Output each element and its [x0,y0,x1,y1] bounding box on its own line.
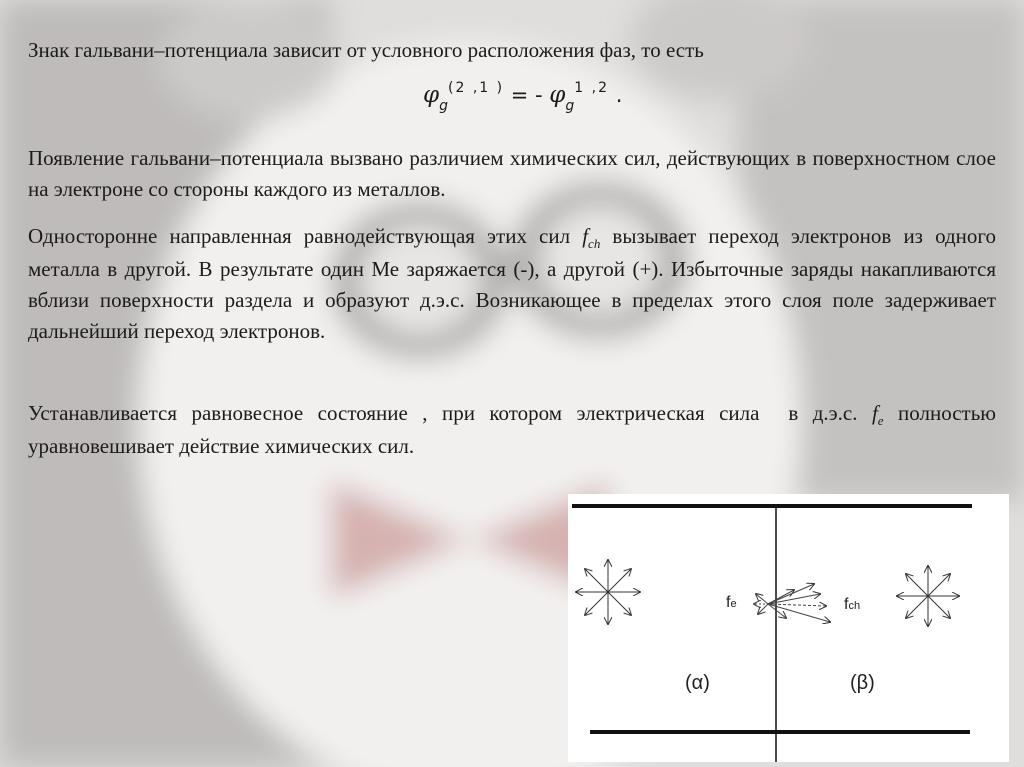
phi-symbol-left: φ [423,82,440,108]
force-ch-label [844,596,860,614]
interface-force-arrows [754,584,830,622]
paragraph-equilibrium-part2: полностью уравновешивает действие химических сил. [28,401,996,458]
force-e-label-f: f [726,594,731,611]
paragraph-phase-dependence: Знак гальвани–потенциала зависит от условного расположения фаз, то есть [28,38,704,62]
paragraph-electron-transfer-part1: Односторонне направленная равнодействующая этих сил [28,224,583,248]
force-e-subscript: e [877,413,884,428]
phi-symbol-right: φ [549,82,566,108]
formula-superscript-right: 1 ,2 [574,80,610,96]
force-ch-subscript: ch [588,236,601,251]
force-ch-label-f: f [844,596,849,613]
paragraph-equilibrium-part1: Устанавливается равновесное состояние , при котором электрическая сила в д.э.с. [28,401,872,425]
formula-superscript-left: (2 ,1 ) [448,80,505,96]
force-ch-symbol: f [582,224,589,248]
force-e-label-sub: e [730,598,737,610]
formula-subscript-right: g [565,98,575,114]
formula-end: . [609,83,623,107]
diagram-drawing [568,494,1009,762]
paragraph-galvani-origin: Появление гальвани–потенциала вызвано различием химических сил, действующих в поверхностном слое на электроне со стороны каждого из металлов. [28,146,996,201]
force-ch-label-sub: ch [848,600,861,612]
formula-equals: = - [504,83,550,107]
paragraph-equilibrium [28,398,996,462]
alpha-star-arrows [576,560,640,624]
galvani-potential-formula [423,80,623,114]
force-e-symbol: f [871,401,878,425]
formula-subscript-left: g [439,98,448,114]
beta-star-arrows [897,566,959,626]
force-e-label [726,594,737,612]
phase-boundary-diagram [568,494,1009,762]
phase-alpha-label: (α) [685,672,710,694]
paragraph-electron-transfer [28,221,996,347]
phase-beta-label: (β) [850,672,875,694]
paragraph-electron-transfer-part2: вызывает переход электронов из одного металла в другой. В результате один Ме заряжается (-), а другой (+). Избыточные заряды накапливаются вблизи поверхности раздела и образуют д.э.с. Возникающее в пределах этого слоя поле задерживает дальнейший переход электронов. [28,224,996,343]
